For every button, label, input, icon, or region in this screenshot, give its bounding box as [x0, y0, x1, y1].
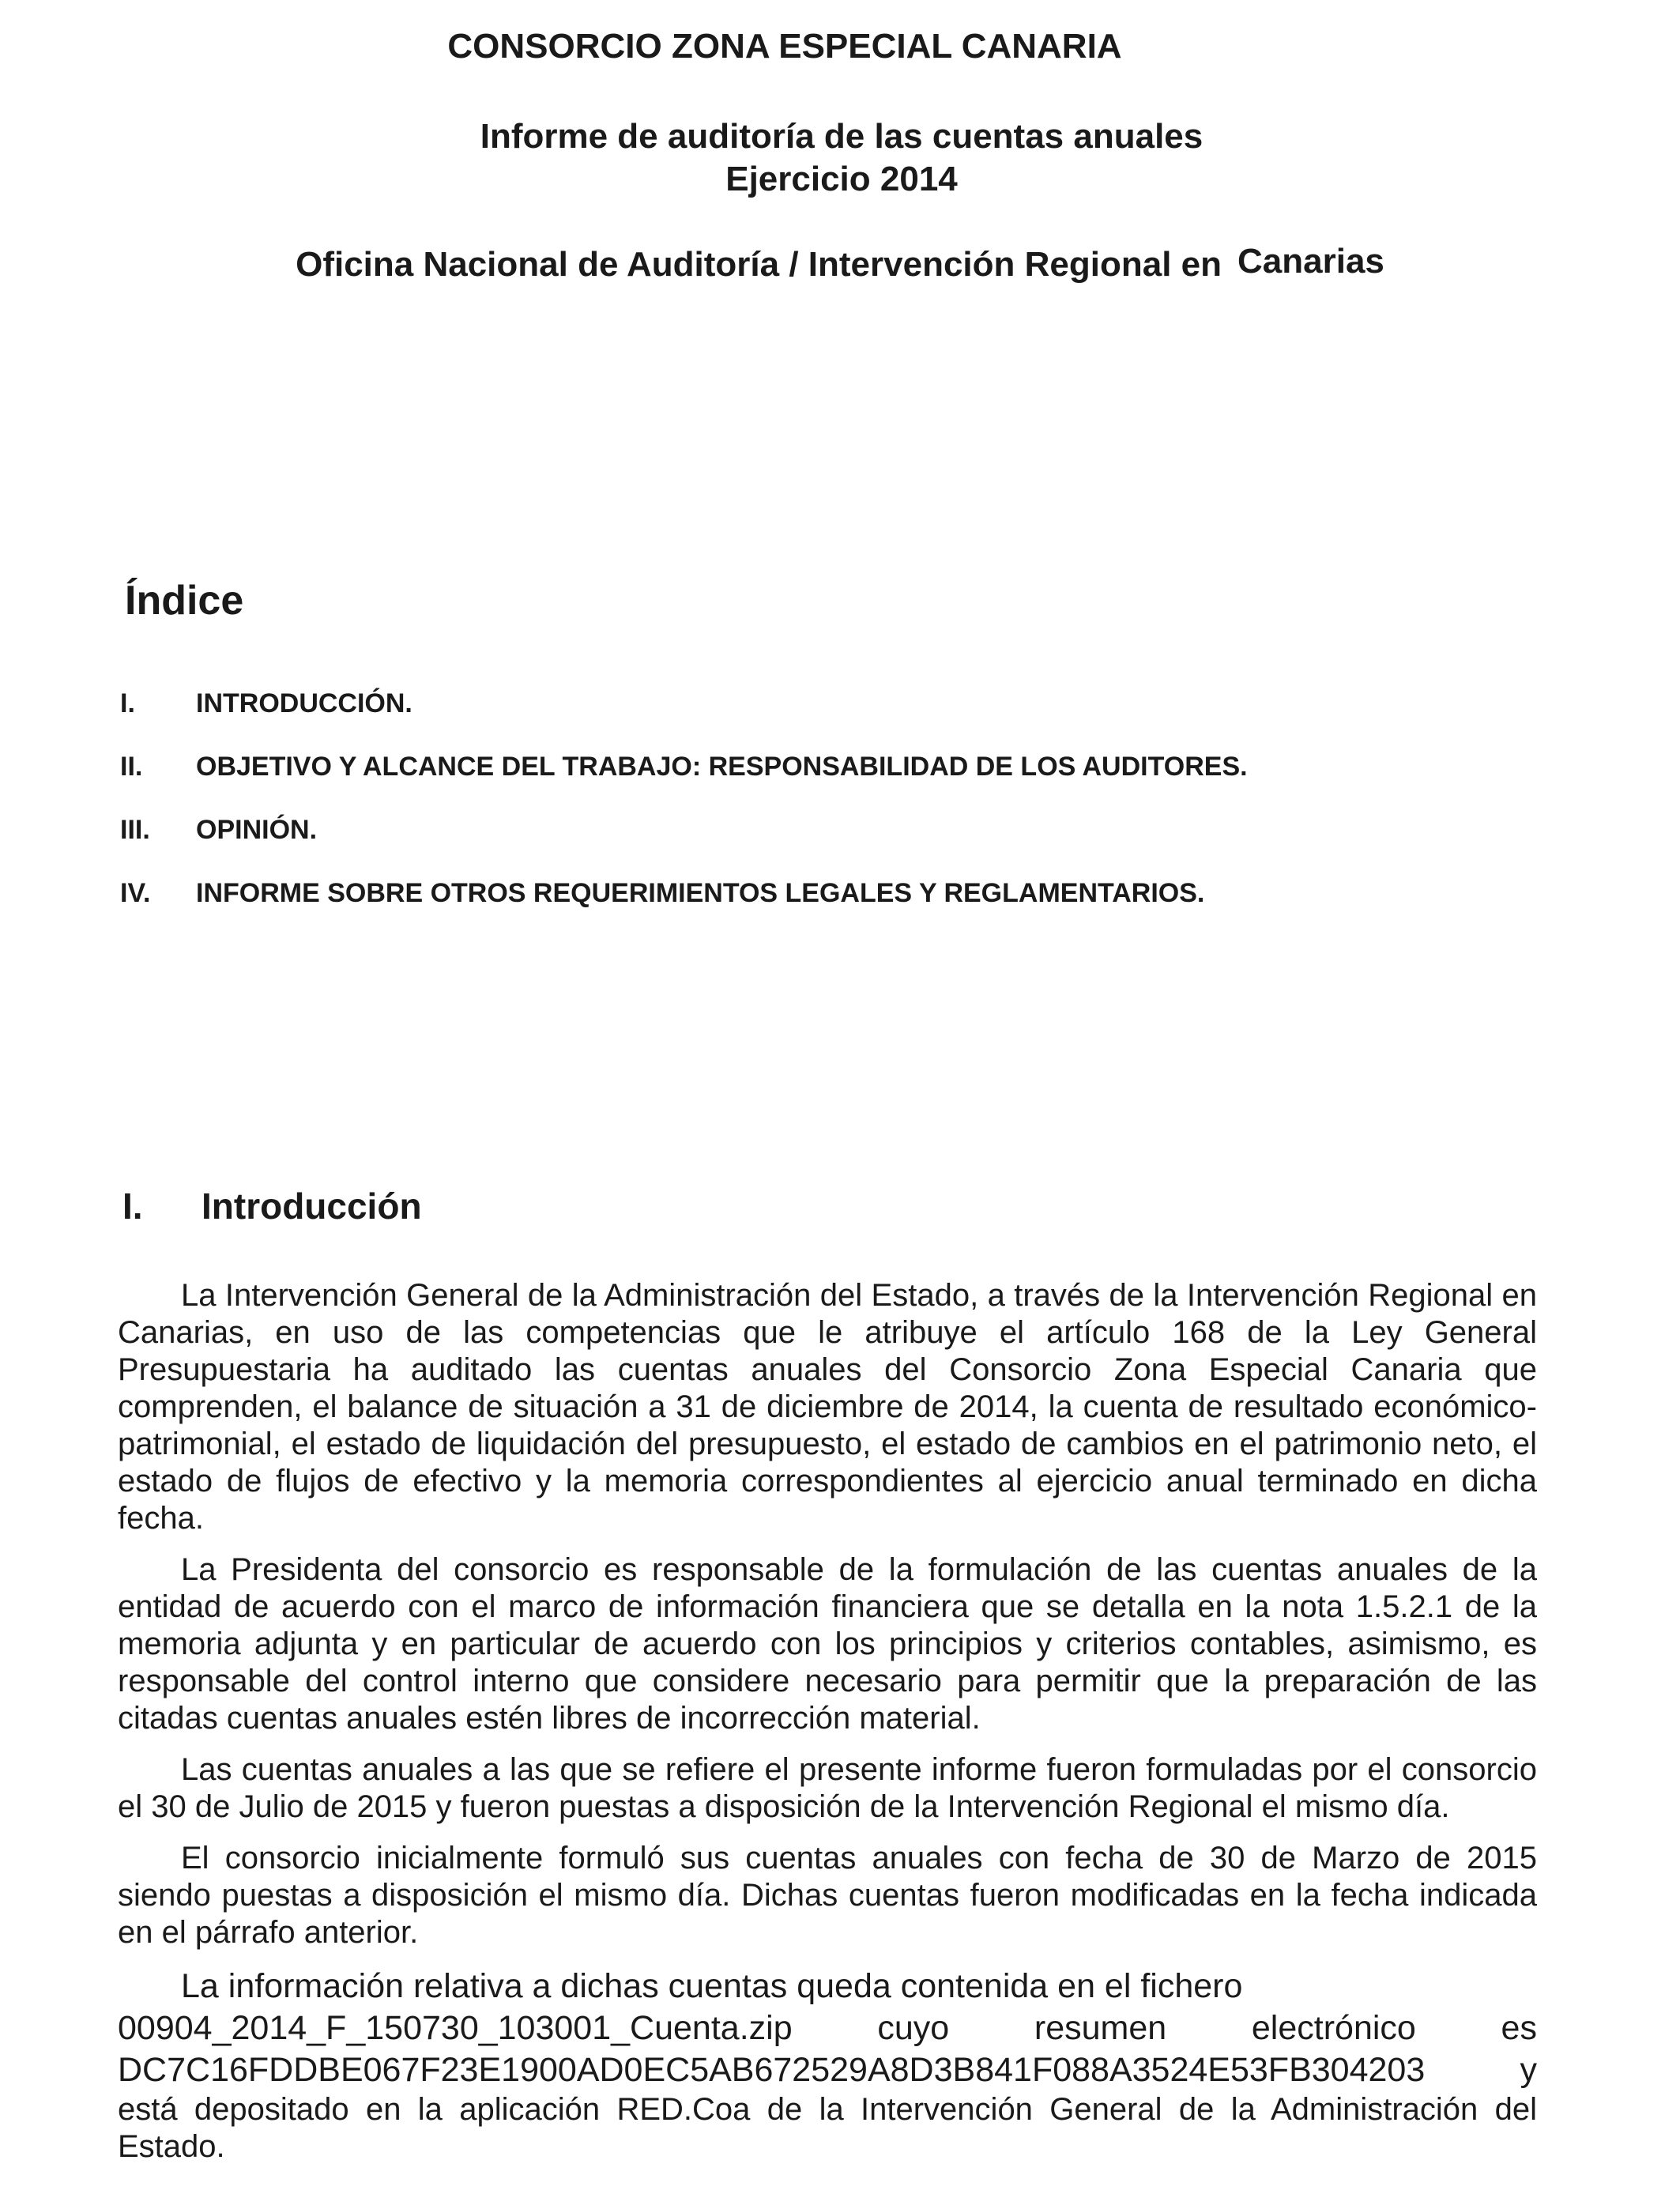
toc-item-number: III.	[120, 815, 150, 845]
body-paragraph: Las cuentas anuales a las que se refiere el presente informe fueron formuladas por el consorcio el 30 de Julio de 2015 y fueron puestas a disposición de la Intervención Regional el mismo día.	[118, 1752, 1537, 1824]
toc-item	[120, 749, 1543, 812]
body-paragraph: La Intervención General de la Administración del Estado, a través de la Intervención Regional en Canarias, en uso de las competencias que le atribuye el artículo 168 de la Ley General Presupuestaria ha auditado las cuentas anuales del Consorcio Zona Especial Canaria que comprenden, el balance de situación a 31 de diciembre de 2014, la cuenta de resultado económico-patrimonial, el estado de liquidación del presupuesto, el estado de cambios en el patrimonio neto, el estado de flujos de efectivo y la memoria correspondientes al ejercicio anual terminado en dicha fecha.	[118, 1278, 1537, 1536]
toc-item-title: INTRODUCCIÓN.	[196, 688, 412, 718]
file-info-word: es	[1501, 2009, 1537, 2047]
toc-item	[120, 686, 1543, 749]
file-name: 00904_2014_F_150730_103001_Cuenta.zip	[118, 2009, 793, 2047]
toc-item-title: INFORME SOBRE OTROS REQUERIMIENTOS LEGALES Y REGLAMENTARIOS.	[196, 878, 1205, 908]
toc-item	[120, 812, 1543, 876]
toc-item-number: II.	[120, 752, 143, 782]
toc-item-number: I.	[120, 688, 135, 718]
toc-item-number: IV.	[120, 878, 151, 908]
file-info-filename-line	[118, 2007, 1537, 2049]
file-info-word: resumen	[1034, 2009, 1167, 2047]
index-heading: Índice	[125, 578, 244, 624]
file-info-hash-line	[118, 2049, 1537, 2091]
auditing-office-prefix: Oficina Nacional de Auditoría / Intervención Regional en	[296, 245, 1222, 284]
auditing-office	[0, 243, 1680, 286]
body-paragraph-file-info	[118, 1966, 1537, 2091]
report-title: Informe de auditoría de las cuentas anuales	[480, 117, 1203, 156]
file-info-word: y	[1520, 2051, 1537, 2089]
file-info-intro: La información relativa a dichas cuentas queda contenida en el fichero	[181, 1967, 1243, 2005]
file-info-word: cuyo	[877, 2009, 950, 2047]
file-hash: DC7C16FDDBE067F23E1900AD0EC5AB672529A8D3B841F088A3524E53FB304203	[118, 2051, 1426, 2089]
toc-item-title: OBJETIVO Y ALCANCE DEL TRABAJO: RESPONSABILIDAD DE LOS AUDITORES.	[196, 752, 1248, 782]
auditing-office-suffix: Canarias	[1237, 242, 1384, 281]
body-paragraph: El consorcio inicialmente formuló sus cuentas anuales con fecha de 30 de Marzo de 2015 siendo puestas a disposición el mismo día. Dichas cuentas fueron modificadas en la fecha indicada en el párrafo anterior.	[118, 1841, 1537, 1950]
section-number: I.	[122, 1186, 143, 1227]
fiscal-year: Ejercicio 2014	[725, 160, 958, 198]
toc-item-title: OPINIÓN.	[196, 815, 318, 845]
toc-item	[120, 876, 1543, 939]
file-info-word: electrónico	[1251, 2009, 1416, 2047]
organization-name: CONSORCIO ZONA ESPECIAL CANARIA	[447, 27, 1122, 66]
section-body	[118, 1277, 1537, 2180]
body-paragraph-file-info-rest: está depositado en la aplicación RED.Coa de la Intervención General de la Administración del Estado.	[118, 2092, 1537, 2164]
table-of-contents	[120, 686, 1543, 939]
body-paragraph: La Presidenta del consorcio es responsable de la formulación de las cuentas anuales de la entidad de acuerdo con el marco de información financiera que se detalla en la nota 1.5.2.1 de la memoria adjunta y en particular de acuerdo con los principios y criterios contables, asimismo, es responsable del control interno que considere necesario para permitir que la preparación de las citadas cuentas anuales estén libres de incorrección material.	[118, 1552, 1537, 1736]
section-heading	[122, 1182, 422, 1230]
section-title: Introducción	[202, 1186, 422, 1227]
